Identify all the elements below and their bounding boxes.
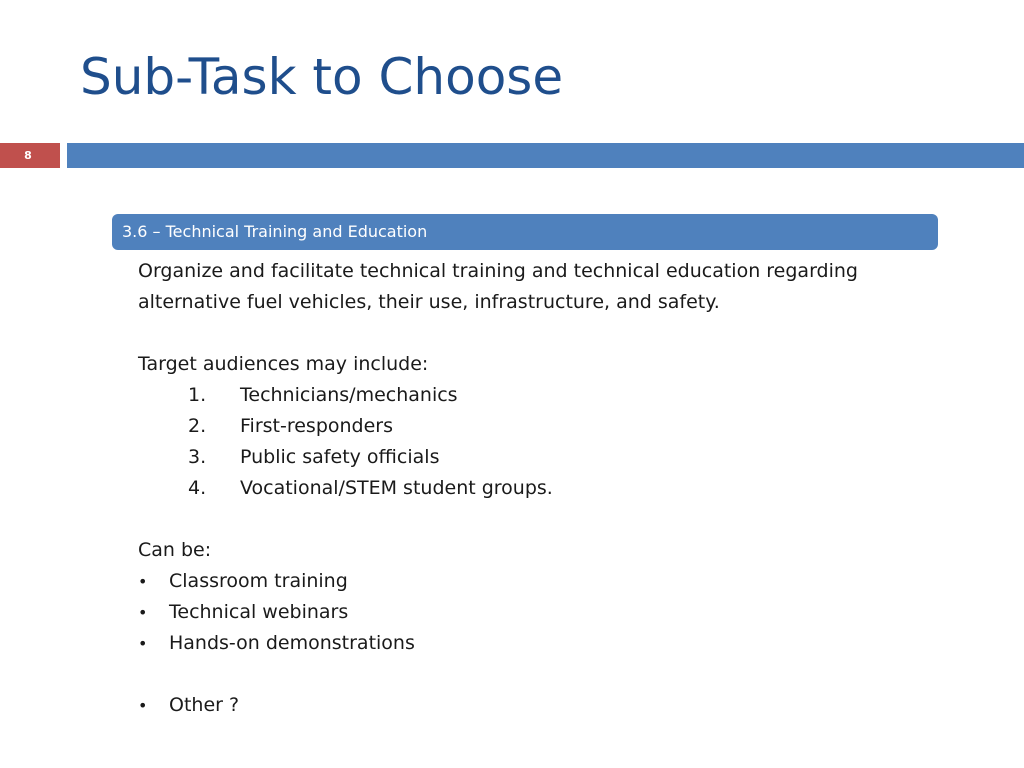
audiences-list (138, 380, 958, 504)
slide-body (138, 256, 958, 721)
other-list (138, 690, 958, 721)
formats-list (138, 566, 958, 659)
section-header: 3.6 – Technical Training and Education (112, 214, 938, 250)
list-item-text: Vocational/STEM student groups. (240, 477, 553, 499)
list-number: 3. (188, 446, 207, 468)
list-number: 2. (188, 415, 207, 437)
list-item (138, 411, 958, 442)
bullet-icon: • (138, 572, 148, 591)
page-number: 8 (0, 143, 60, 168)
spacer (138, 318, 958, 349)
list-item (138, 597, 958, 628)
bullet-icon: • (138, 603, 148, 622)
audiences-label: Target audiences may include: (138, 353, 429, 375)
bullet-icon: • (138, 634, 148, 653)
can-be-label: Can be: (138, 539, 212, 561)
slide-title: Sub-Task to Choose (80, 48, 564, 106)
list-item-text: Classroom training (169, 570, 348, 592)
bullet-icon: • (138, 696, 148, 715)
list-item (138, 473, 958, 504)
list-item (138, 442, 958, 473)
list-item (138, 566, 958, 597)
list-item (138, 628, 958, 659)
list-item-text: Public safety officials (240, 446, 440, 468)
list-item-text: Technicians/mechanics (240, 384, 458, 406)
spacer (138, 504, 958, 535)
list-item-text: Other ? (169, 694, 240, 716)
list-number: 4. (188, 477, 207, 499)
intro-text-line-2: alternative fuel vehicles, their use, infrastructure, and safety. (138, 291, 720, 313)
list-item-text: Hands-on demonstrations (169, 632, 415, 654)
list-item-text: First-responders (240, 415, 394, 437)
spacer (138, 659, 958, 690)
intro-text-line-1: Organize and facilitate technical training and technical education regarding (138, 260, 858, 282)
list-item (138, 380, 958, 411)
list-item-text: Technical webinars (169, 601, 349, 623)
list-number: 1. (188, 384, 207, 406)
title-divider-bar (67, 143, 1024, 168)
list-item (138, 690, 958, 721)
